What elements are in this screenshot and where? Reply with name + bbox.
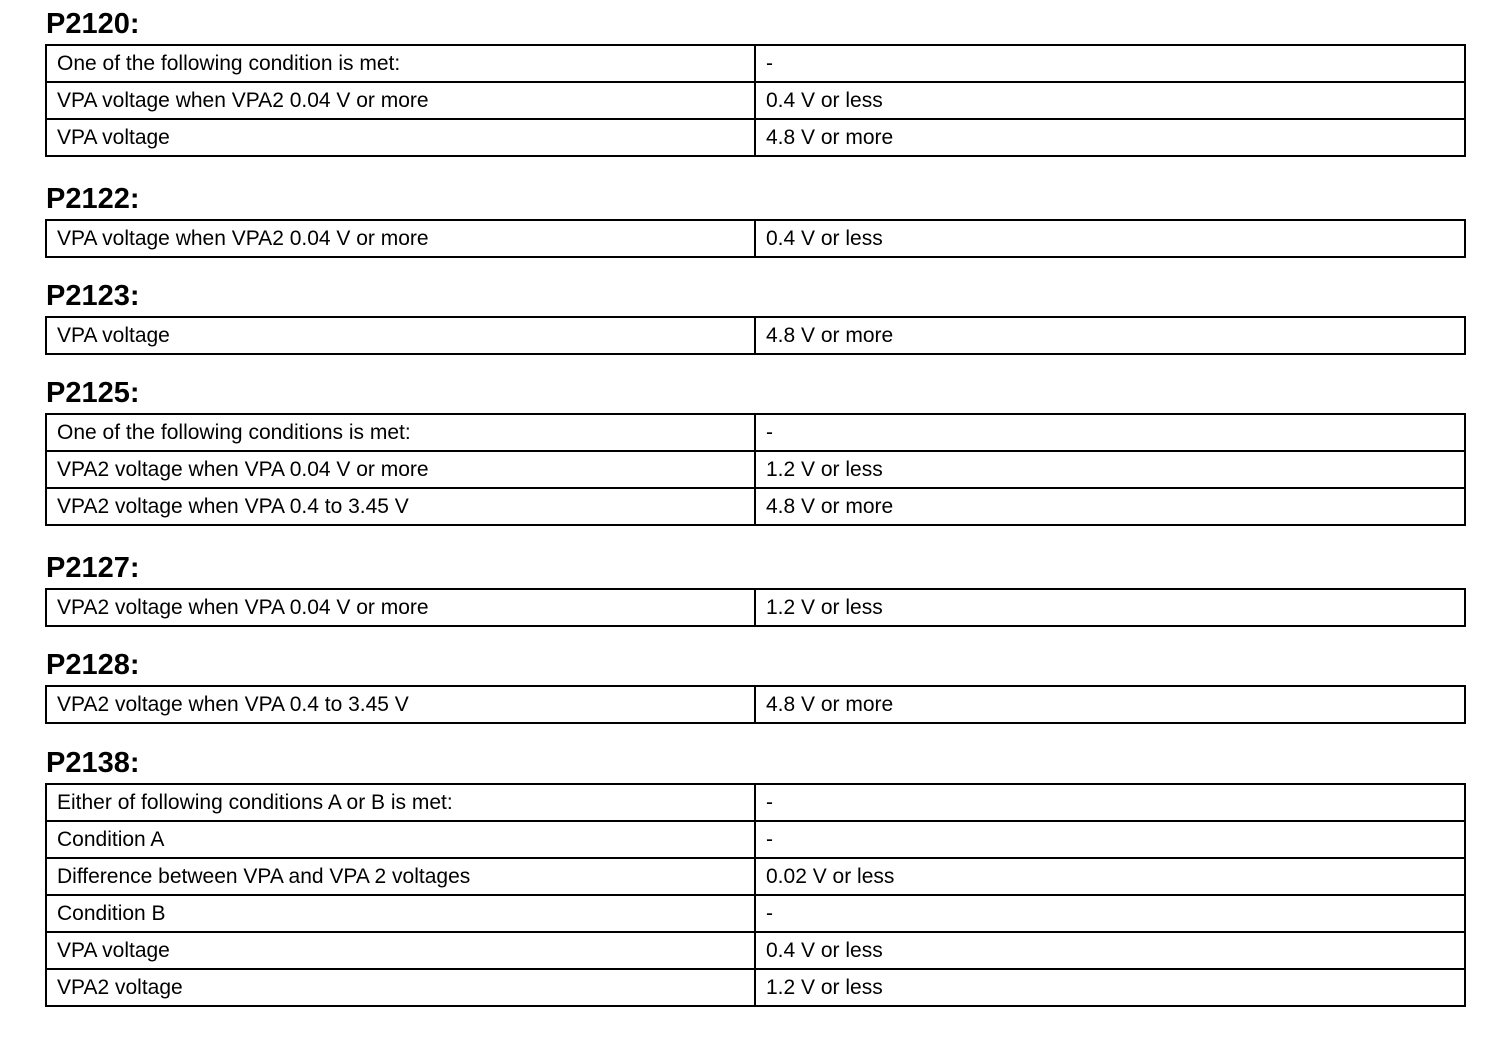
table-row [46,317,1465,354]
condition-cell: Either of following conditions A or B is met: [46,784,755,821]
dtc-section-p2138 [45,743,1462,1007]
dtc-condition-table [45,316,1466,355]
table-row [46,895,1465,932]
value-cell: 0.02 V or less [755,858,1465,895]
condition-cell: VPA2 voltage when VPA 0.4 to 3.45 V [46,686,755,723]
condition-cell: VPA2 voltage [46,969,755,1006]
dtc-condition-table [45,588,1466,627]
table-row [46,82,1465,119]
table-row [46,45,1465,82]
dtc-code-heading: P2125: [46,377,140,409]
dtc-code-heading: P2128: [46,649,140,681]
dtc-code-heading: P2138: [46,747,140,779]
dtc-code-heading: P2123: [46,280,140,312]
dtc-code-heading: P2127: [46,552,140,584]
dtc-section-p2122 [45,179,1462,258]
condition-cell: One of the following condition is met: [46,45,755,82]
dtc-section-p2120 [45,4,1462,157]
dtc-section-p2127 [45,548,1462,627]
value-cell: - [755,895,1465,932]
condition-cell: One of the following conditions is met: [46,414,755,451]
condition-cell: Difference between VPA and VPA 2 voltages [46,858,755,895]
table-row [46,784,1465,821]
table-row [46,589,1465,626]
value-cell: 4.8 V or more [755,317,1465,354]
dtc-condition-table [45,219,1466,258]
value-cell: 1.2 V or less [755,969,1465,1006]
table-row [46,488,1465,525]
condition-cell: VPA voltage [46,317,755,354]
dtc-code-heading: P2122: [46,183,140,215]
dtc-condition-table [45,783,1466,1007]
condition-cell: Condition B [46,895,755,932]
dtc-section-p2125 [45,373,1462,526]
condition-cell: Condition A [46,821,755,858]
value-cell: - [755,45,1465,82]
condition-cell: VPA voltage when VPA2 0.04 V or more [46,82,755,119]
table-row [46,119,1465,156]
condition-cell: VPA voltage [46,119,755,156]
table-row [46,686,1465,723]
value-cell: 4.8 V or more [755,686,1465,723]
value-cell: 4.8 V or more [755,488,1465,525]
value-cell: - [755,784,1465,821]
condition-cell: VPA2 voltage when VPA 0.4 to 3.45 V [46,488,755,525]
dtc-code-heading: P2120: [46,8,140,40]
value-cell: 1.2 V or less [755,451,1465,488]
table-row [46,220,1465,257]
table-row [46,414,1465,451]
table-row [46,451,1465,488]
dtc-condition-table [45,413,1466,526]
value-cell: 0.4 V or less [755,932,1465,969]
dtc-section-p2123 [45,276,1462,355]
dtc-section-p2128 [45,645,1462,724]
dtc-condition-table [45,685,1466,724]
dtc-condition-table [45,44,1466,157]
value-cell: - [755,414,1465,451]
table-row [46,932,1465,969]
table-row [46,858,1465,895]
condition-cell: VPA2 voltage when VPA 0.04 V or more [46,451,755,488]
condition-cell: VPA2 voltage when VPA 0.04 V or more [46,589,755,626]
condition-cell: VPA voltage [46,932,755,969]
value-cell: 4.8 V or more [755,119,1465,156]
value-cell: - [755,821,1465,858]
table-row [46,821,1465,858]
value-cell: 0.4 V or less [755,82,1465,119]
table-row [46,969,1465,1006]
value-cell: 0.4 V or less [755,220,1465,257]
value-cell: 1.2 V or less [755,589,1465,626]
condition-cell: VPA voltage when VPA2 0.04 V or more [46,220,755,257]
